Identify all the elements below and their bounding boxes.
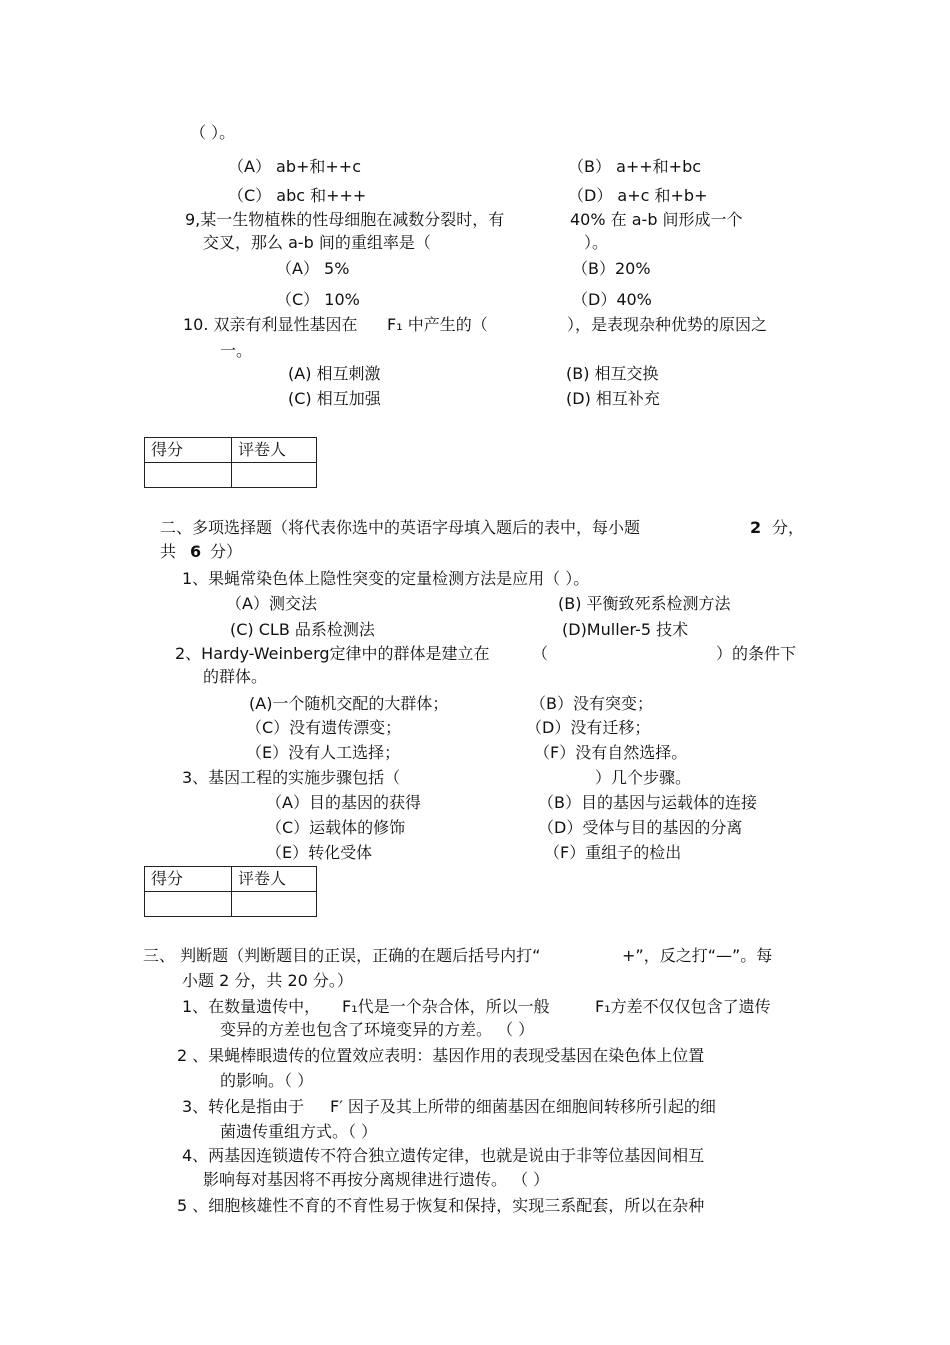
s3-q1-line1: 1、在数量遗传中，	[182, 997, 321, 1016]
s3-q1-line1-mid: F₁代是一个杂合体，所以一般	[342, 997, 550, 1016]
s2-q3-option-c: （C）运载体的修饰	[266, 818, 406, 837]
s3-q1-line2: 变异的方差也包含了环境变异的方差。 （ ）	[220, 1020, 535, 1039]
s2-q1-option-b: (B) 平衡致死系检测方法	[558, 594, 731, 613]
option-b: （B） a++和+bc	[568, 157, 702, 176]
s2-q2-line2: 的群体。	[203, 667, 268, 686]
q10-option-a: (A) 相互刺激	[288, 364, 381, 383]
s2-q2-option-b: （B）没有突变；	[530, 694, 653, 713]
score-header: 得分	[145, 867, 232, 892]
section2-points: 2	[750, 518, 762, 537]
score-table	[144, 437, 317, 488]
section2-total: 6	[190, 542, 202, 561]
score-table-2	[144, 866, 317, 917]
score-header: 得分	[145, 438, 232, 463]
q9-line1: 9,某一生物植株的性母细胞在减数分裂时，有	[185, 210, 505, 229]
s2-q2-option-d: （D）没有迁移；	[526, 718, 651, 737]
q9-option-c: （C） 10%	[276, 290, 360, 309]
s3-q3-line1-end: F′ 因子及其上所带的细菌基因在细胞间转移所引起的细	[330, 1097, 716, 1116]
s2-q2-option-e: （E）没有人工选择；	[246, 743, 401, 762]
s3-q3-line2: 菌遗传重组方式。（ ）	[220, 1122, 378, 1141]
section2-heading2: 共	[160, 542, 177, 561]
grader-cell[interactable]	[232, 892, 317, 917]
q10-line2: 一。	[220, 341, 253, 360]
s2-q3: 3、基因工程的实施步骤包括（	[182, 768, 401, 787]
section3-heading2: 小题 2 分，共 20 分。）	[182, 971, 353, 990]
s3-q3-line1: 3、转化是指由于	[182, 1097, 305, 1116]
q10-option-d: (D) 相互补充	[566, 389, 660, 408]
q10-line1-end: ），是表现杂种优势的原因之	[567, 315, 768, 334]
section2-heading2-end: 分）	[210, 542, 243, 561]
option-a: （A） ab+和++c	[228, 157, 362, 176]
option-d: （D） a+c 和+b+	[568, 186, 708, 205]
q9-option-d: （D）40%	[572, 290, 652, 309]
q9-option-a: （A） 5%	[276, 259, 350, 278]
option-c: （C） abc 和+++	[228, 186, 367, 205]
s2-q2-paren: （	[532, 644, 549, 663]
grader-header: 评卷人	[232, 867, 317, 892]
q9-line1-end: 40% 在 a-b 间形成一个	[570, 210, 743, 229]
s2-q3-option-d: （D）受体与目的基因的分离	[538, 818, 743, 837]
answer-paren: （ ）。	[190, 123, 236, 142]
s2-q2-line1-end: ）的条件下	[716, 644, 797, 663]
score-cell[interactable]	[145, 463, 232, 488]
s2-q2-option-a: (A)一个随机交配的大群体；	[249, 694, 449, 713]
section3-heading-end: +”，反之打“—”。每	[622, 946, 773, 965]
q9-line2: 交叉，那么 a-b 间的重组率是（	[203, 233, 431, 252]
s2-q2-option-c: （C）没有遗传漂变；	[246, 718, 402, 737]
q9-option-b: （B）20%	[572, 259, 651, 278]
s3-q5-line1: 5 、细胞核雄性不育的不育性易于恢复和保持，实现三系配套，所以在杂种	[177, 1196, 705, 1215]
q10-option-b: (B) 相互交换	[566, 364, 659, 383]
s3-q2-line2: 的影响。（ ）	[220, 1071, 314, 1090]
q9-line2-end: ）。	[584, 233, 609, 252]
s3-q2-line1: 2 、果蝇棒眼遗传的位置效应表明：基因作用的表现受基因在染色体上位置	[177, 1046, 705, 1065]
q10-line1: 10. 双亲有利显性基因在	[183, 315, 358, 334]
s2-q3-option-b: （B）目的基因与运载体的连接	[538, 793, 757, 812]
s2-q1-option-d: (D)Muller-5 技术	[562, 620, 689, 639]
s2-q1-option-c: (C) CLB 品系检测法	[230, 620, 375, 639]
s2-q3-option-a: （A）目的基因的获得	[266, 793, 421, 812]
grader-header: 评卷人	[232, 438, 317, 463]
s2-q3-option-f: （F）重组子的检出	[544, 843, 682, 862]
s2-q2-option-f: （F）没有自然选择。	[534, 743, 688, 762]
section3-heading: 三、 判断题（判断题目的正误，正确的在题后括号内打“	[143, 946, 541, 965]
s3-q4-line1: 4、两基因连锁遗传不符合独立遗传定律，也就是说由于非等位基因间相互	[182, 1146, 705, 1165]
s3-q4-line2: 影响每对基因将不再按分离规律进行遗传。 （ ）	[203, 1170, 550, 1189]
s2-q3-option-e: （E）转化受体	[266, 843, 373, 862]
q10-line1-mid: F₁ 中产生的（	[387, 315, 488, 334]
score-cell[interactable]	[145, 892, 232, 917]
q10-option-c: (C) 相互加强	[288, 389, 381, 408]
section2-heading-end: 分，	[772, 518, 805, 537]
s2-q1-option-a: （A）测交法	[226, 594, 317, 613]
section2-heading: 二、多项选择题（将代表你选中的英语字母填入题后的表中，每小题	[160, 518, 641, 537]
s2-q2-line1: 2、Hardy-Weinberg定律中的群体是建立在	[175, 644, 490, 663]
s2-q1: 1、果蝇常染色体上隐性突变的定量检测方法是应用（ ）。	[182, 569, 590, 588]
s3-q1-line1-end: F₁方差不仅仅包含了遗传	[595, 997, 771, 1016]
grader-cell[interactable]	[232, 463, 317, 488]
s2-q3-end: ）几个步骤。	[595, 768, 692, 787]
